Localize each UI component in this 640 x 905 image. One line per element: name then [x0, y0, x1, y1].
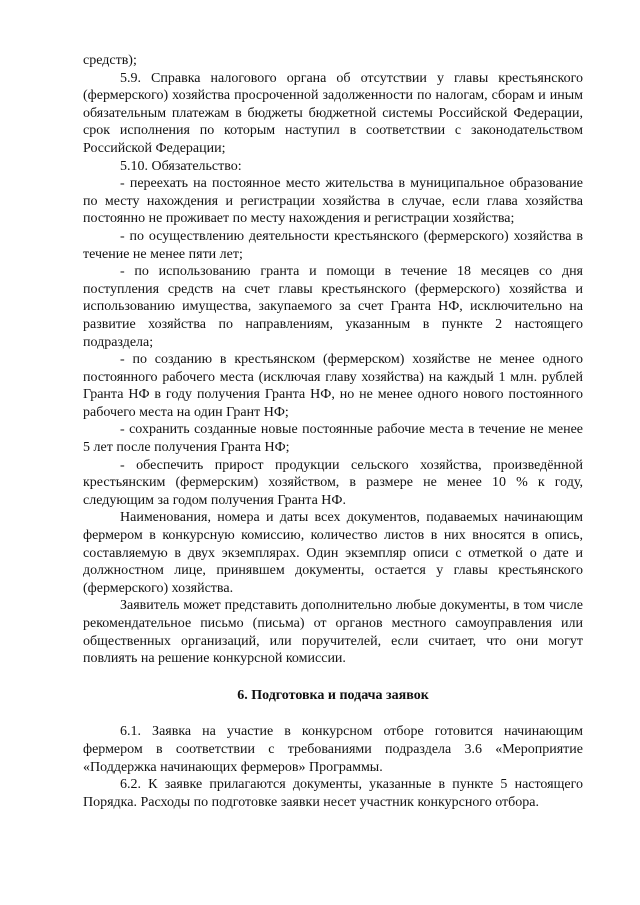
obligation-growth: - обеспечить прирост продукции сельского хозяйства, произведённой крестьянским (фермерским) хозяйством, в размере не менее 10 % к году, следующим за годом получения Гранта НФ. — [83, 457, 583, 508]
paragraph-5-10: 5.10. Обязательство: — [120, 158, 242, 174]
paragraph-additional-docs: Заявитель может представить дополнительно любые документы, в том числе рекомендательное письмо (письма) от органов местного самоуправления или общественных организаций, или поручителей, если считает, что они могут повлиять на решение конкурсной комиссии. — [83, 598, 583, 667]
obligation-jobs: - по созданию в крестьянском (фермерском) хозяйстве не менее одного постоянного рабочего места (исключая главу хозяйства) на каждый 1 млн. рублей Гранта НФ в году получения Гранта НФ, но не менее одного нового постоянного рабочего места на один Грант НФ; — [83, 352, 583, 420]
paragraph-6-2: 6.2. К заявке прилагаются документы, указанные в пункте 5 настоящего Порядка. Расходы по подготовке заявки несет участник конкурсного отбора. — [83, 777, 583, 810]
paragraph-6-1: 6.1. Заявка на участие в конкурсном отборе готовится начинающим фермером в соответствии с требованиями подраздела 3.6 «Мероприятие «Поддержка начинающих фермеров» Программы. — [83, 724, 583, 775]
obligation-grant-use: - по использованию гранта и помощи в течение 18 месяцев со дня поступления средств на счет главы крестьянского (фермерского) хозяйства и использованию имущества, закупаемого за счет Гранта НФ, исключительно на развитие хозяйства по направлениям, указанным в пункте 2 настоящего подраздела; — [83, 264, 583, 350]
paragraph-inventory: Наименования, номера и даты всех документов, подаваемых начинающим фермером в конкурсную комиссию, количество листов в них вносятся в опись, составляемую в двух экземплярах. Один экземпляр описи с отметкой о дате и должностном лице, принявшем документы, остается у главы крестьянского (фермерского) хозяйства. — [83, 510, 583, 596]
obligation-relocate: - переехать на постоянное место жительства в муниципальное образование по месту нахождения и регистрации хозяйства в случае, если глава хозяйства постоянно не проживает по месту нахождения и регистрации хозяйства; — [83, 176, 583, 227]
document-page — [83, 52, 583, 811]
obligation-activity: - по осуществлению деятельности крестьянского (фермерского) хозяйства в течение не менее пяти лет; — [83, 228, 583, 262]
section-heading: 6. Подготовка и подача заявок — [237, 687, 429, 703]
paragraph-continuation: средств); — [83, 53, 137, 68]
paragraph-5-9: 5.9. Справка налогового органа об отсутствии у главы крестьянского (фермерского) хозяйства просроченной задолженности по налогам, сборам и иным обязательным платежам в бюджеты бюджетной системы Российской Федерации, срок исполнения по которым наступил в соответствии с законодательством Российской Федерации; — [83, 70, 583, 156]
obligation-keep-jobs: - сохранить созданные новые постоянные рабочие места в течение не менее 5 лет после получения Гранта НФ; — [83, 422, 583, 456]
